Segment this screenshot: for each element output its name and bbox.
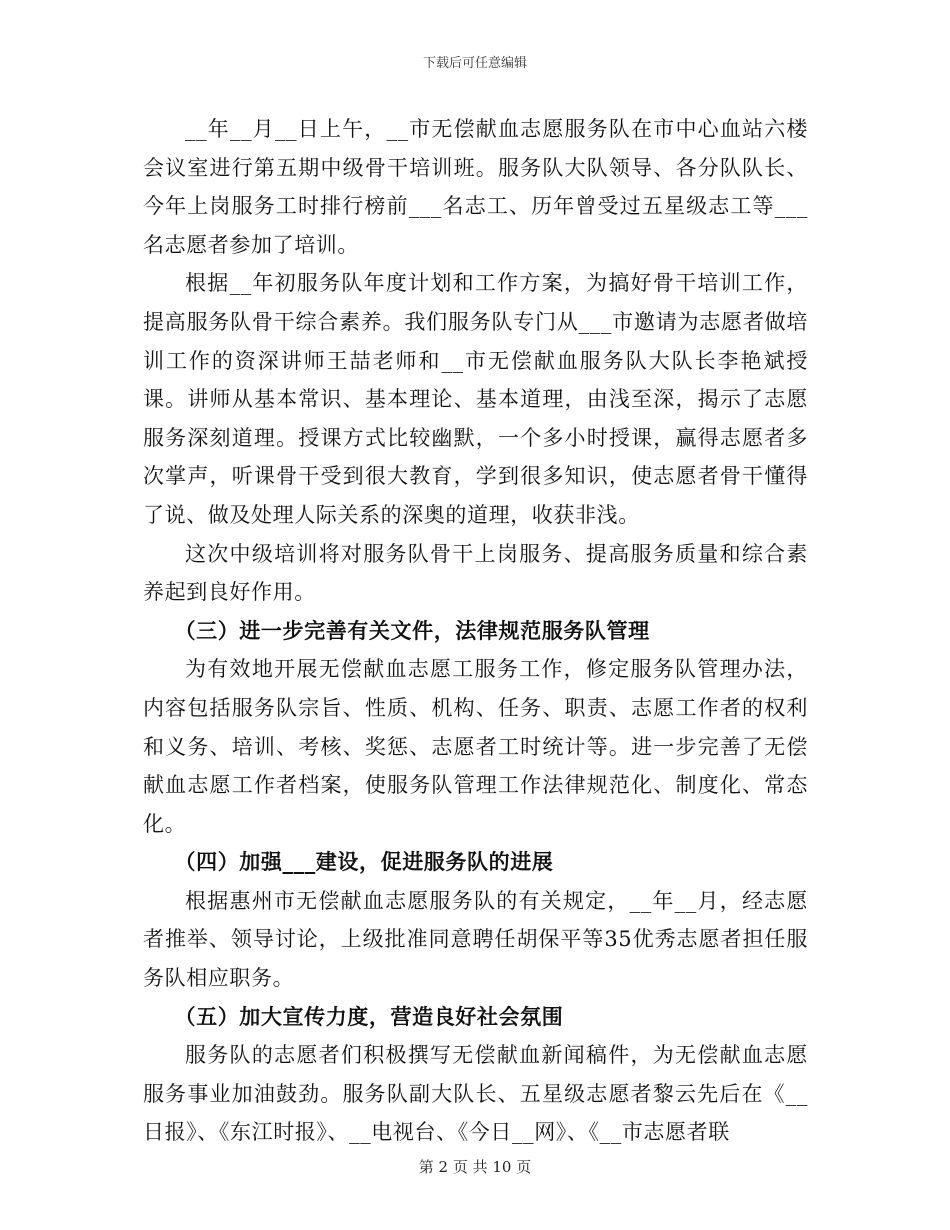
section-heading-4: （四）加强___建设，促进服务队的进展 — [174, 849, 554, 875]
paragraph-training-details: 根据__年初服务队年度计划和工作方案，为搞好骨干培训工作，提高服务队骨干综合素养。我们服务队专门从___市邀请为志愿者做培训工作的资深讲师王喆老师和__市无偿献血服务队大队长李艳斌授课。讲师从基本常识、基本理论、基本道理，由浅至深，揭示了志愿服务深刻道理。授课方式比较幽默，一个多小时授课，赢得志愿者多次掌声，听课骨干受到很大教育，学到很多知识，使志愿者骨干懂得了说、做及处理人际关系的深奥的道理，收获非浅。 — [143, 271, 808, 527]
paragraph-appointments: 根据惠州市无偿献血志愿服务队的有关规定，__年__月，经志愿者推举、领导讨论，上级批准同意聘任胡保平等35优秀志愿者担任服务队相应职务。 — [143, 888, 808, 991]
paragraph-training-effect: 这次中级培训将对服务队骨干上岗服务、提高服务质量和综合素养起到良好作用。 — [143, 541, 808, 605]
paragraph-regulations: 为有效地开展无偿献血志愿工服务工作，修定服务队管理办法，内容包括服务队宗旨、性质、机构、任务、职责、志愿工作者的权利和义务、培训、考核、奖惩、志愿者工时统计等。进一步完善了无偿献血志愿工作者档案，使服务队管理工作法律规范化、制度化、常态化。 — [143, 657, 808, 836]
paragraph-publicity: 服务队的志愿者们积极撰写无偿献血新闻稿件，为无偿献血志愿服务事业加油鼓劲。服务队副大队长、五星级志愿者黎云先后在《__日报》、《东江时报》、__电视台、《今日__网》、《__市志愿者联 — [143, 1043, 808, 1145]
paragraph-training-intro: __年__月__日上午，__市无偿献血志愿服务队在市中心血站六楼会议室进行第五期中级骨干培训班。服务队大队领导、各分队队长、今年上岗服务工时排行榜前___名志工、历年曾受过五星级志工等___名志愿者参加了培训。 — [143, 117, 808, 257]
section-heading-3: （三）进一步完善有关文件，法律规范服务队管理 — [174, 617, 650, 643]
page-number-footer: 第 2 页 共 10 页 — [418, 1158, 532, 1176]
section-heading-5: （五）加大宣传力度，营造良好社会氛围 — [174, 1003, 564, 1029]
document-body — [143, 110, 808, 1152]
page-header-note: 下载后可任意编辑 — [422, 56, 527, 71]
